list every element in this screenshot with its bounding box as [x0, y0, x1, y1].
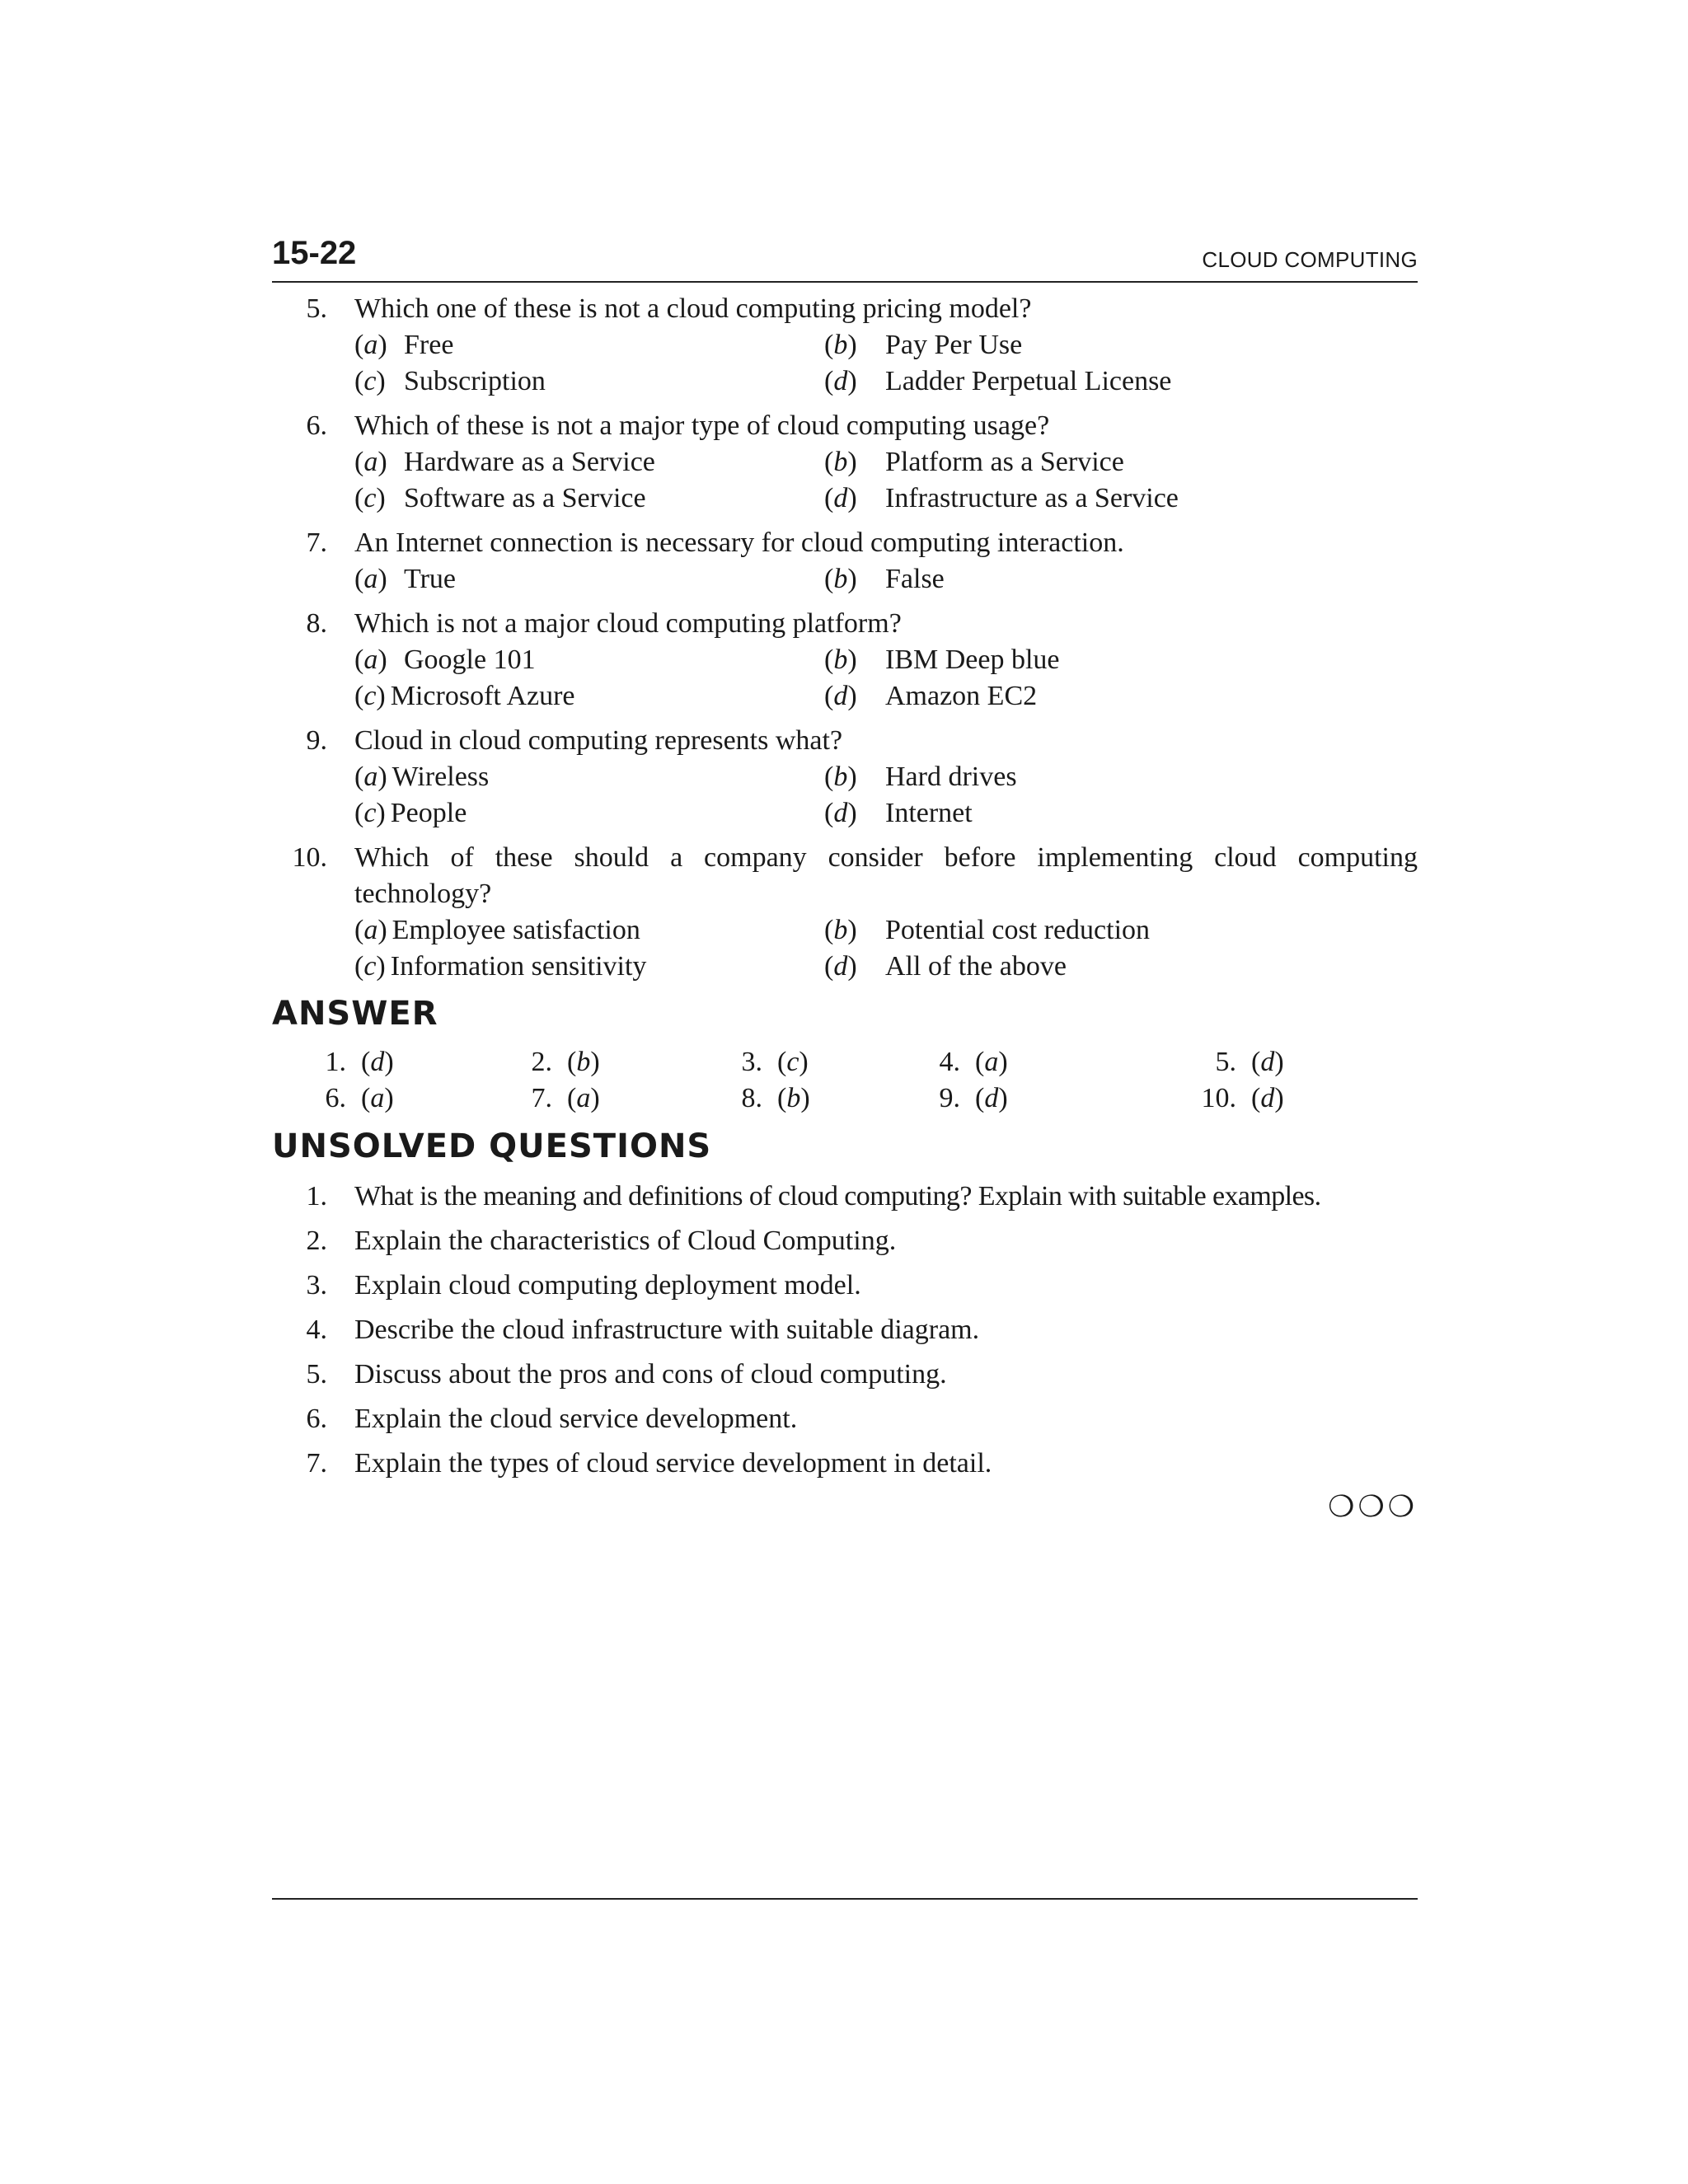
question-number: 8. — [306, 608, 327, 639]
header-rule — [272, 281, 1418, 283]
option-a: (a) Employee satisfaction — [354, 915, 640, 945]
question-number: 7. — [306, 527, 327, 558]
option-a: (a) Wireless — [354, 762, 490, 792]
option-d: (d) Infrastructure as a Service — [824, 483, 1179, 513]
footer-rule — [272, 1898, 1418, 1900]
question-text: Which is not a major cloud computing platform? — [354, 608, 902, 639]
question-9 — [272, 723, 1418, 832]
option-b: (b) IBM Deep blue — [824, 644, 1060, 675]
running-title: CLOUD COMPUTING — [1202, 247, 1418, 272]
question-text: An Internet connection is necessary for cloud computing interaction. — [354, 527, 1124, 558]
question-8 — [272, 606, 1418, 715]
option-b: (b) Hard drives — [824, 762, 1017, 792]
question-text-continued: technology? — [354, 879, 492, 909]
option-d: (d) Internet — [824, 798, 973, 828]
answer-item: 4. (a) — [939, 1047, 1008, 1077]
answer-item: 3. (c) — [741, 1047, 809, 1077]
option-b: (b) Platform as a Service — [824, 447, 1124, 477]
answer-item: 10. (d) — [1201, 1083, 1284, 1113]
option-c: (c) People — [354, 798, 467, 828]
option-b: (b) Pay Per Use — [824, 330, 1023, 360]
option-a: (a) Google 101 — [354, 644, 536, 675]
question-6 — [272, 408, 1418, 517]
answer-item: 9. (d) — [939, 1083, 1008, 1113]
option-d: (d) Amazon EC2 — [824, 681, 1038, 711]
option-a: (a) True — [354, 564, 456, 594]
answer-row-1 — [272, 1044, 1418, 1080]
question-10 — [272, 840, 1418, 985]
option-d: (d) Ladder Perpetual License — [824, 366, 1172, 396]
end-of-chapter-mark: ❍❍❍ — [1328, 1490, 1418, 1523]
answer-item: 2. (b) — [531, 1047, 600, 1077]
question-5 — [272, 291, 1418, 400]
option-a: (a) Free — [354, 330, 454, 360]
option-c: (c) Subscription — [354, 366, 546, 396]
page-number: 15-22 — [272, 235, 357, 271]
unsolved-questions-heading: UNSOLVED QUESTIONS — [272, 1127, 712, 1165]
question-text: Which of these should a company consider before implementing cloud computing — [354, 842, 1418, 873]
question-number: 10. — [292, 842, 327, 873]
answer-row-2 — [272, 1080, 1418, 1117]
answer-item: 6. (a) — [325, 1083, 394, 1113]
answer-heading: ANSWER — [272, 995, 438, 1033]
question-number: 6. — [306, 410, 327, 441]
option-c: (c) Microsoft Azure — [354, 681, 575, 711]
question-7 — [272, 525, 1418, 598]
question-number: 9. — [306, 725, 327, 756]
option-c: (c) Information sensitivity — [354, 951, 647, 982]
option-c: (c) Software as a Service — [354, 483, 646, 513]
answer-item: 7. (a) — [531, 1083, 600, 1113]
option-a: (a) Hardware as a Service — [354, 447, 655, 477]
option-b: (b) False — [824, 564, 945, 594]
question-text: Which one of these is not a cloud computing pricing model? — [354, 293, 1032, 324]
option-b: (b) Potential cost reduction — [824, 915, 1151, 945]
page: 15-22 CLOUD COMPUTING 5. Which one of these is not a cloud computing pricing model? (a) Free (b) Pay Per Use (c) Subscription (d) Ladder Perpetual License 6. Which of these is not a major type of cloud computing usage? (a) Hardware as a Service (b) Platform as a Service (c) Software as a Service (d) Infrastructure as a Service 7. An Internet connection is necessary for cloud computing interaction. (a) True (b) False 8. Which is not a major cloud computing platform? (a) Google 101 (b) IBM Deep blue (c) Microsoft Azure (d) Amazon EC2 9. Cloud in cloud computing represents what? (a) Wireless (b) Hard drives (c) People (d) Internet 10. Which of these should a company consider before implementing cloud computing technology? (a) Employee satisfaction (b) Potential cost reduction (c) Information sensitivity (d) All of the above ANSWER 1. (d) 2. (b) 3. (c) 4. (a) 5. (d) 6. (a) 7. (a) 8. (b) 9. (d) 10. (d) UNSOLVED QUESTIONS 1. What is the meaning and definitions of cloud computing? Explain with suitable examples. 2. Explain the characteristics of Cloud Computing. 3. Explain cloud computing deployment model. 4. Describe the cloud infrastructure with suitable diagram. 5. Discuss about the pros and cons of cloud computing. 6. Explain the cloud service development. 7. Explain the types of cloud service development in detail. ❍❍❍ — [272, 235, 1418, 1523]
answer-item: 8. (b) — [741, 1083, 810, 1113]
answer-item: 5. (d) — [1215, 1047, 1284, 1077]
option-d: (d) All of the above — [824, 951, 1067, 982]
question-text: Which of these is not a major type of cloud computing usage? — [354, 410, 1050, 441]
question-number: 5. — [306, 293, 327, 324]
question-text: Cloud in cloud computing represents what? — [354, 725, 843, 756]
answer-item: 1. (d) — [325, 1047, 394, 1077]
